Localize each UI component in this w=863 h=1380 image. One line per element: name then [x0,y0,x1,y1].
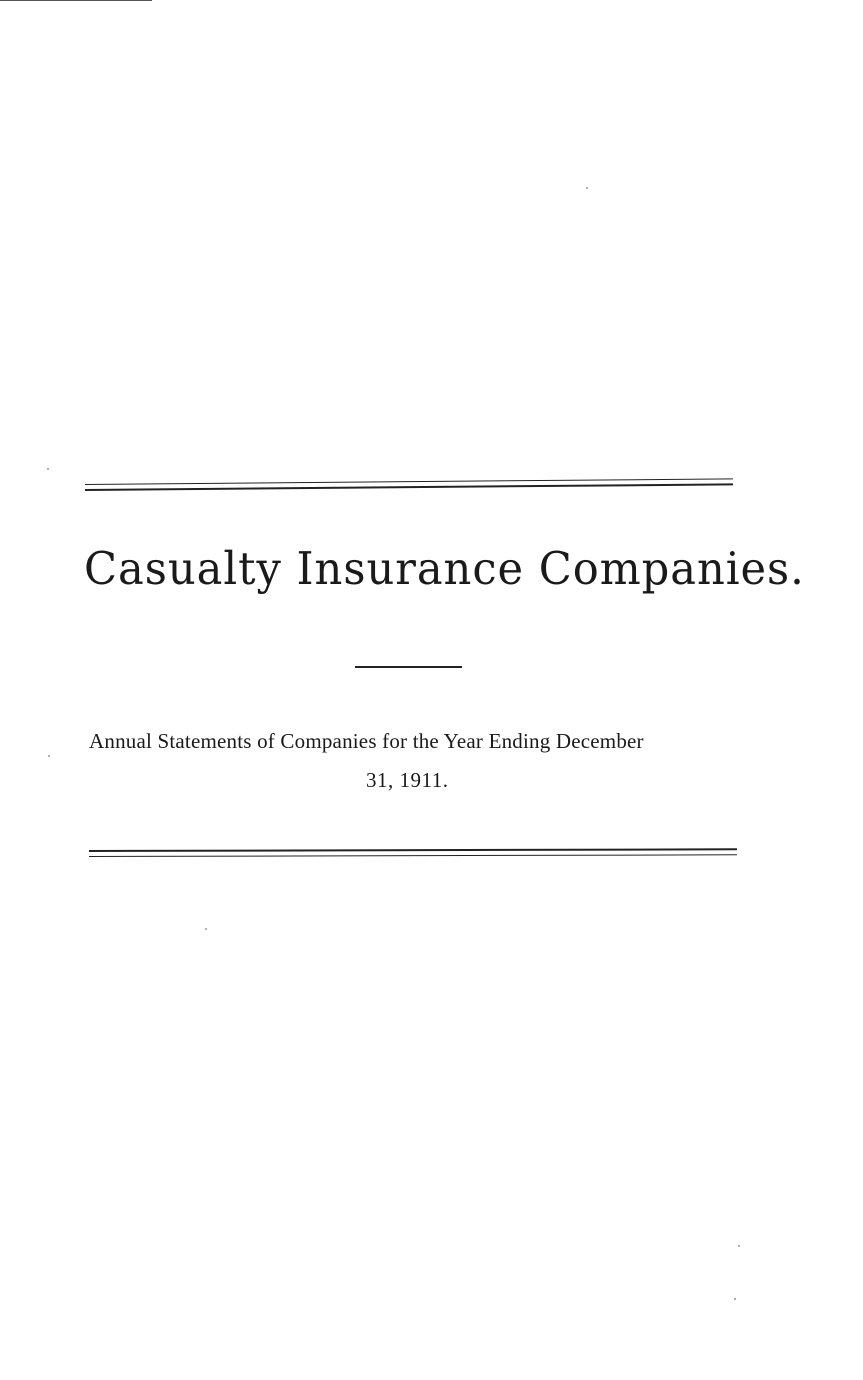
top-double-rule [85,478,733,492]
document-subtitle-line-2: 31, 1911. [366,768,449,792]
scan-speck [586,187,588,189]
document-subtitle-line-1: Annual Statements of Companies for the Year Ending December [89,729,644,753]
scan-speck [47,468,49,470]
bottom-rule-thick-line [89,848,737,852]
scan-speck [48,755,50,757]
document-title: Casualty Insurance Companies. [84,542,805,595]
title-separator-rule [355,666,462,668]
scan-speck [205,928,207,930]
scan-speck [734,1298,736,1300]
corner-scan-edge [0,0,152,1]
scan-speck [738,1245,740,1247]
bottom-rule-thin-line [89,854,737,857]
top-rule-thick-line [85,483,733,491]
bottom-double-rule [89,848,737,858]
